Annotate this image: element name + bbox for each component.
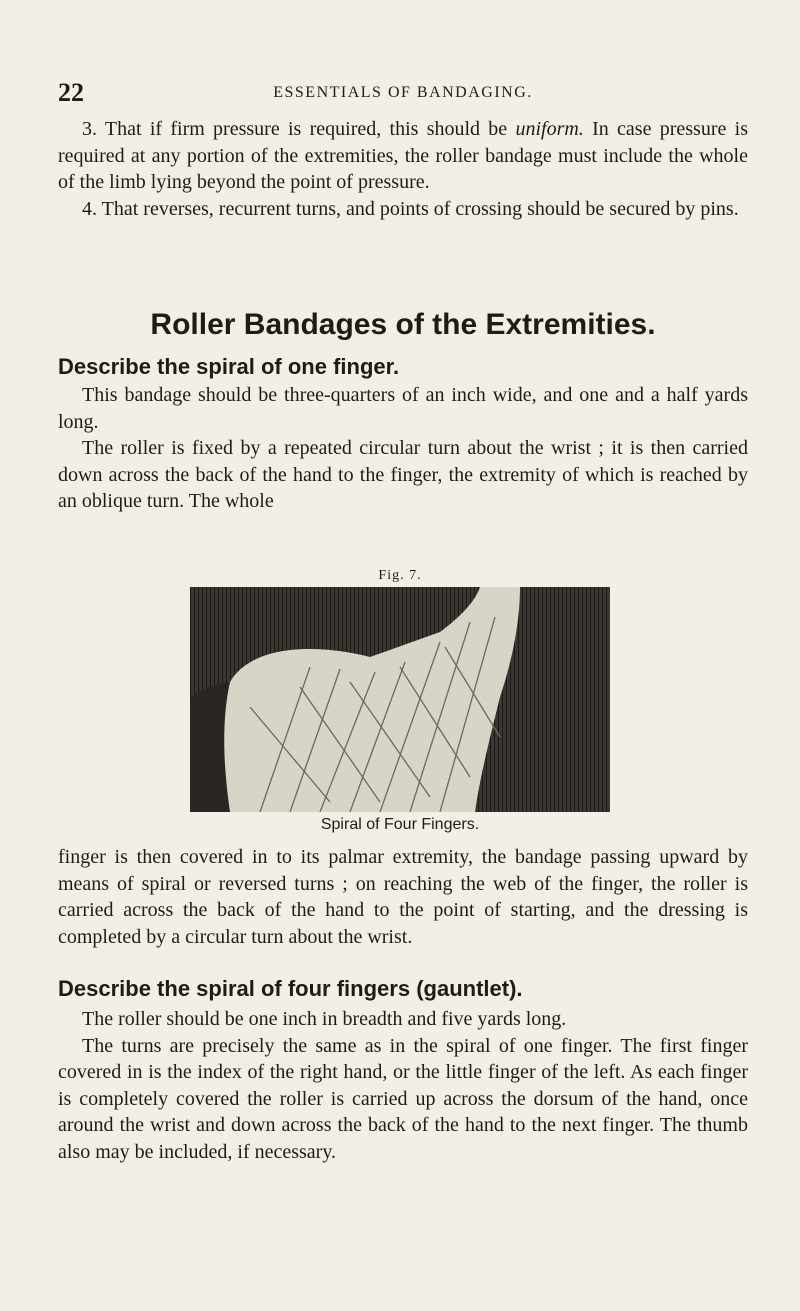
paragraph: The roller is fixed by a repeated circular turn about the wrist ; it is then carried down across the back of the hand to the finger, the extremity of which is reached by an oblique turn. The whole [58,437,748,512]
paragraph: finger is then covered in to its palmar extremity, the bandage passing upward by means of spiral or reversed turns ; on reaching the web of the finger, the roller is carried across the back of the hand to the point of starting, and the dressing is completed by a circular turn about the wrist. [58,846,748,948]
running-title: ESSENTIALS OF BANDAGING. [273,84,533,101]
paragraph: The turns are precisely the same as in the spiral of one finger. The first finger covered in is the index of the right hand, or the little finger of the left. As each finger is completely covered the roller is carried up across the dorsum of the hand, once around the wrist and down across the back of the hand to the next finger. The thumb also may be included, if necessary. [58,1034,748,1163]
paragraph: The roller should be one inch in breadth and five yards long. [82,1008,567,1030]
answer-one-finger-continued [58,844,748,950]
figure-shadow [190,682,230,812]
paragraph: This bandage should be three-quarters of an inch wide, and one and a half yards long. [58,384,748,433]
question-heading-four-fingers: Describe the spiral of four fingers (gauntlet). [58,976,523,1001]
figure-label: Fig. 7. [378,568,422,583]
page-number: 22 [58,78,84,107]
page-header [58,78,748,114]
figure-illustration [190,587,610,812]
figure-caption: Spiral of Four Fingers. [320,816,480,833]
answer-four-fingers [58,1006,748,1165]
paragraph-4: 4. That reverses, recurrent turns, and points of crossing should be secured by pins. [82,197,739,220]
section-essentials [58,116,748,222]
emphasis-uniform: uniform. [515,118,584,140]
answer-one-finger [58,382,748,515]
paragraph-3: 3. That if firm pressure is required, this should be uniform. In case pressure is required at any portion of the extremities, the roller bandage must include the whole of the limb lying beyond the point of pressure. [58,118,748,193]
question-heading-one-finger: Describe the spiral of one finger. [58,354,400,379]
section-heading: Roller Bandages of the Extremities. [150,308,656,341]
